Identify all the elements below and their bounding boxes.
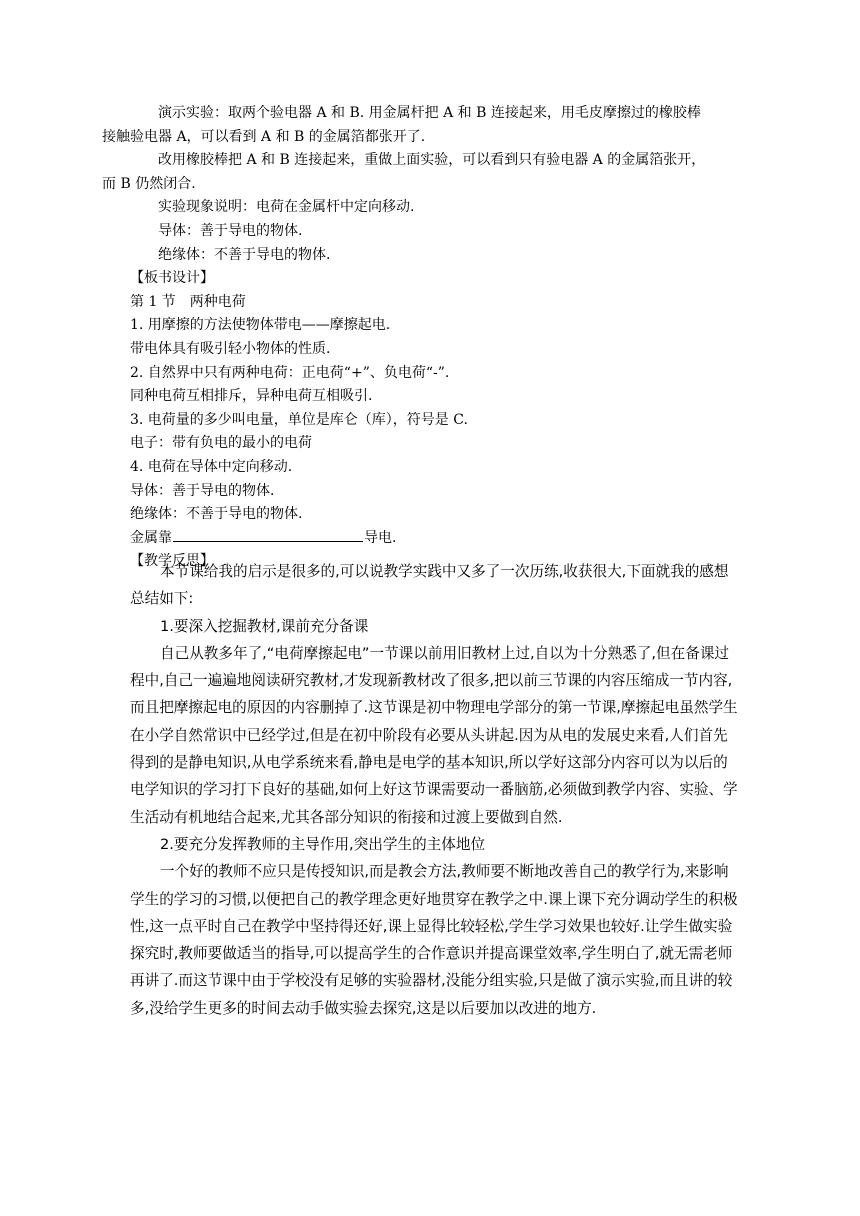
demo-line-1: 演示实验：取两个验电器 A 和 B. 用金属杆把 A 和 B 连接起来，用毛皮摩擦过的橡胶棒 — [158, 105, 701, 121]
conductor-line: 导体：善于导电的物体. — [158, 222, 303, 239]
rubber-line-1: 改用橡胶棒把 A 和 B 连接起来，重做上面实验，可以看到只有验电器 A 的金属箔张开， — [158, 152, 706, 169]
board-line-5: 3. 电荷量的多少叫电量，单位是库仑（库），符号是 C. — [130, 411, 468, 428]
metal-suffix: 导电. — [364, 529, 397, 546]
experiment-and-board-section — [102, 102, 738, 574]
rubber-rod-paragraph — [102, 149, 738, 196]
point1-body: 自己从教多年了,“电荷摩擦起电”一节课以前用旧教材上过,自以为十分熟悉了,但在备课过程中,自己一遍遍地阅读研究教材,才发现新教材改了很多,把以前三节课的内容压缩成一节内容,而且把摩擦起电的原因的内容删掉了.这节课是初中物理电学部分的第一节课,摩擦起电虽然学生在小学自然常识中已经学过,但是在初中阶段有必要从头讲起.因为从电的发展史来看,人们首先得到的是静电知识,从电学系统来看,静电是电学的基本知识,所以学好这部分内容可以为以后的电学知识的学习打下良好的基础,如何上好这节课需要动一番脑筋,必须做到教学内容、实验、学生活动有机地结合起来,尤其各部分知识的衔接和过渡上要做到自然. — [130, 644, 738, 826]
board-line-7: 4. 电荷在导体中定向移动. — [130, 458, 293, 475]
reflection-intro: 本节课给我的启示是很多的,可以说教学实践中又多了一次历练,收获很大,下面就我的感想总结如下: — [130, 563, 729, 608]
board-line-1: 1. 用摩擦的方法使物体带电——摩擦起电. — [130, 317, 391, 334]
point2-title: 2.要充分发挥教师的主导作用,突出学生的主体地位 — [160, 835, 486, 853]
demo-experiment-paragraph — [102, 102, 738, 149]
board-line-9: 绝缘体：不善于导电的物体. — [130, 506, 303, 523]
board-line-2: 带电体具有吸引轻小物体的性质. — [130, 340, 331, 357]
board-line-3: 2. 自然界中只有两种电荷：正电荷“+”、负电荷“-”. — [130, 364, 450, 381]
metal-prefix: 金属靠 — [130, 529, 172, 546]
reflection-heading: 【教学反思】 — [130, 553, 214, 570]
board-design-heading: 【板书设计】 — [130, 270, 214, 287]
board-line-0: 第 1 节 两种电荷 — [130, 293, 246, 310]
fill-in-blank — [173, 527, 363, 542]
point2-body: 一个好的教师不应只是传授知识,而是教会方法,教师要不断地改善自己的教学行为,来影响学生的学习的习惯,以便把自己的教学理念更好地贯穿在教学之中.课上课下充分调动学生的积极性,这一点平时自己在教学中坚持得还好,课上显得比较轻松,学生学习效果也较好.让学生做实验探究时,教师要做适当的指导,可以提高学生的合作意识并提高课堂效率,学生明白了,就无需老师再讲了.而这节课中由于学校没有足够的实验器材,没能分组实验,只是做了演示实验,而且讲的较多,没给学生更多的时间去动手做实验去探究,这是以后要加以改进的地方. — [130, 863, 738, 1017]
reflection-section — [130, 558, 738, 1022]
metal-fill-blank-line — [130, 527, 738, 551]
board-line-6: 电子：带有负电的最小的电荷 — [130, 435, 312, 452]
demo-line-2: 接触验电器 A，可以看到 A 和 B 的金属箔都张开了. — [102, 128, 426, 145]
point1-title: 1.要深入挖掘教材,课前充分备课 — [160, 617, 369, 635]
board-line-8: 导体：善于导电的物体. — [130, 482, 275, 499]
rubber-line-2: 而 B 仍然闭合. — [102, 175, 196, 192]
explanation-line: 实验现象说明：电荷在金属杆中定向移动. — [158, 199, 415, 216]
insulator-line: 绝缘体：不善于导电的物体. — [158, 246, 331, 263]
board-line-4: 同种电荷互相排斥，异种电荷互相吸引. — [130, 388, 373, 405]
